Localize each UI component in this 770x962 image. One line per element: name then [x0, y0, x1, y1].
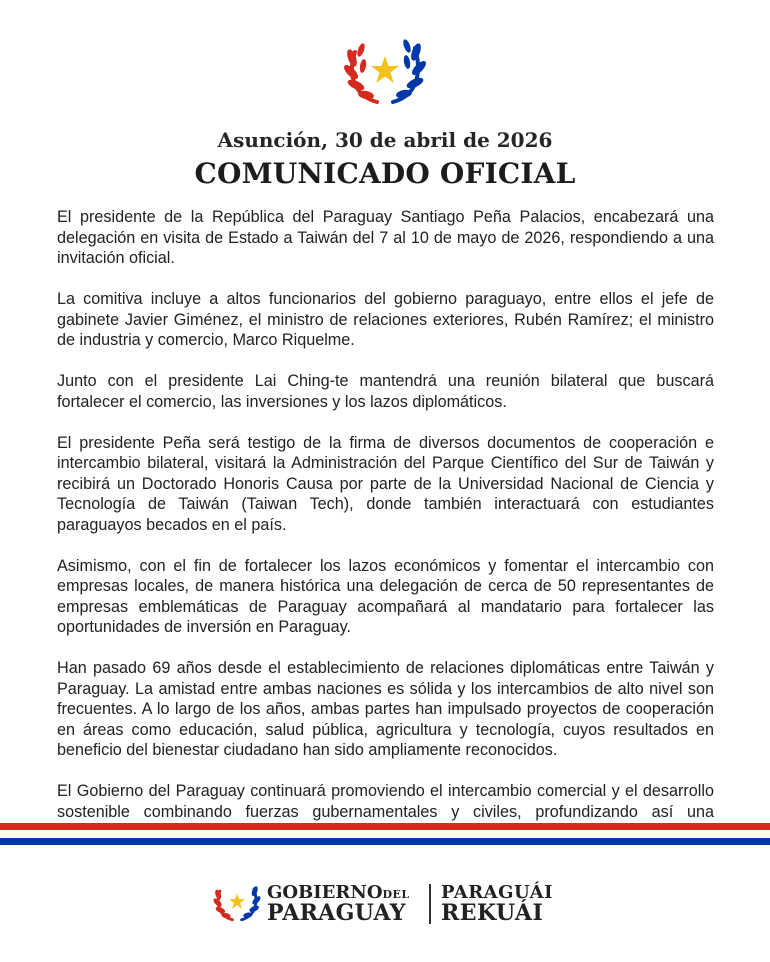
paragraph-2: La comitiva incluye a altos funcionarios del gobierno paraguayo, entre ellos el jefe de gabinete Javier Giménez, el ministro de relaciones exteriores, Rubén Ramírez; el ministro de industria y comercio, Marco Riquelme.: [57, 290, 714, 349]
footer-logo: [0, 878, 770, 928]
paragraph-3: Junto con el presidente Lai Ching-te mantendrá una reunión bilateral que buscará fortalecer el comercio, las inversiones y los lazos diplomáticos.: [57, 372, 714, 411]
gov-logo-line2: PARAGUAY: [267, 900, 406, 926]
blue-stripe: [0, 838, 770, 845]
paraguay-emblem-icon: [343, 36, 427, 106]
paragraph-6: Han pasado 69 años desde el establecimiento de relaciones diplomáticas entre Taiwán y Paraguay. La amistad entre ambas naciones es sólida y los intercambios de alto nivel son frecuentes. A lo largo de los años, ambas partes han impulsado proyectos de cooperación en áreas como educación, salud pública, agricultura y tecnología, cuyos resultados en beneficio del bienestar ciudadano han sido ampliamente reconocidos.: [57, 659, 714, 759]
slogan-line1: PARAGUÁI: [441, 882, 554, 903]
flag-stripes: [0, 823, 770, 847]
gov-word-gobierno: GOBIERNO: [267, 882, 383, 903]
statement-body: [57, 207, 714, 863]
paragraph-7: El Gobierno del Paraguay continuará promoviendo el intercambio comercial y el desarrollo sostenible combinando fuerzas gubernamentales y civiles, profundizando así una: [57, 782, 714, 821]
paragraph-5: Asimismo, con el fin de fortalecer los lazos económicos y fomentar el intercambio con empresas locales, de manera histórica una delegación de cerca de 50 representantes de empresas emblemáticas de Paraguay acompañará al mandatario para fortalecer las oportunidades de inversión en Paraguay.: [57, 556, 714, 636]
gov-word-del: DEL: [382, 888, 410, 901]
red-stripe: [0, 823, 770, 830]
date-line: Asunción, 30 de abril de 2026: [217, 128, 553, 152]
page-title: COMUNICADO OFICIAL: [194, 157, 576, 190]
paragraph-1: El presidente de la República del Paraguay Santiago Peña Palacios, encabezará una delegación en visita de Estado a Taiwán del 7 al 10 de mayo de 2026, respondiendo a una invitación oficial.: [57, 208, 714, 267]
white-stripe: [0, 830, 770, 838]
paragraph-4: El presidente Peña será testigo de la firma de diversos documentos de cooperación e intercambio bilateral, visitará la Administración del Parque Científico del Sur de Taiwán y recibirá un Doctorado Honoris Causa por parte de la Universidad Nacional de Ciencia y Tecnología de Taiwán (Taiwan Tech), donde también interactuará con estudiantes paraguayos becados en el país.: [57, 433, 714, 534]
paraguay-emblem-small-icon: [213, 880, 261, 924]
slogan-line2: REKUÁI: [441, 900, 544, 926]
logo-divider: [429, 884, 431, 924]
